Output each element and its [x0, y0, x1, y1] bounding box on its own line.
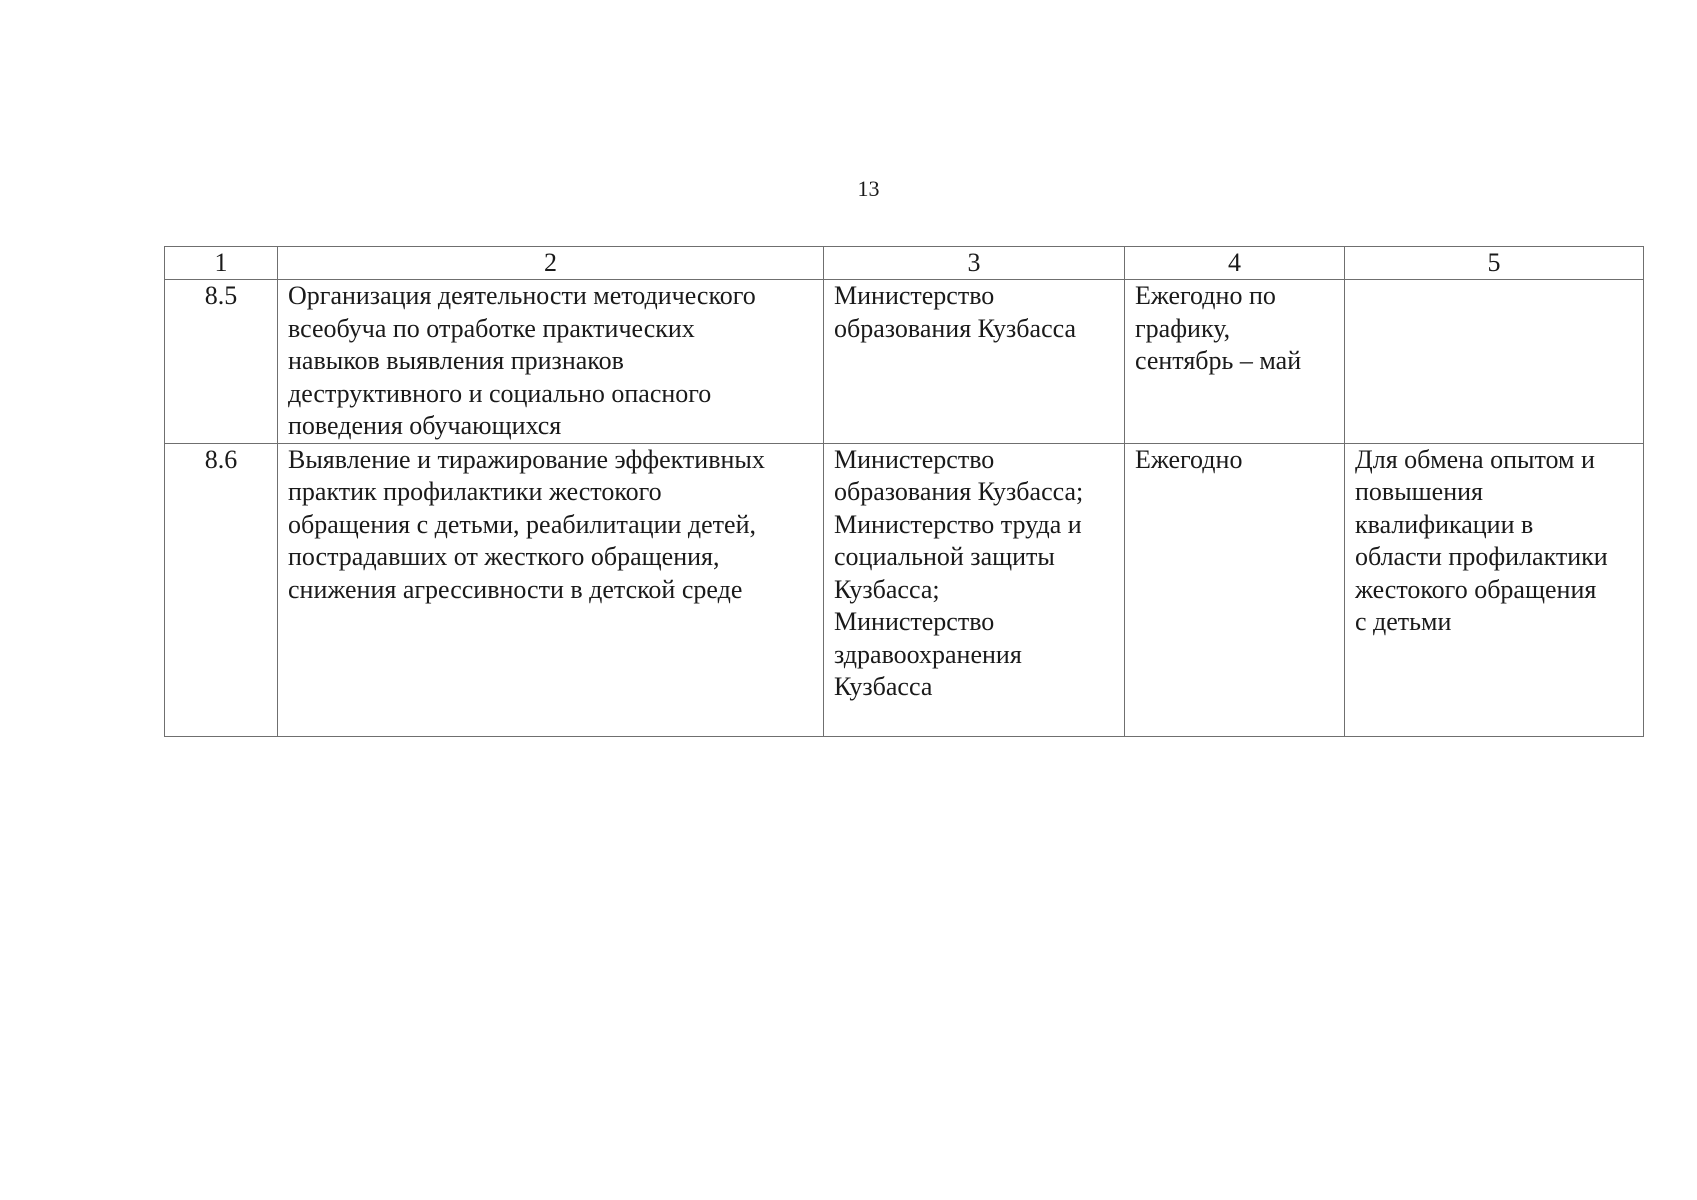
row-number: 8.5 — [165, 280, 278, 444]
deadline-cell — [1125, 443, 1345, 736]
responsible-cell — [824, 443, 1125, 736]
table-header-row — [165, 247, 1644, 280]
row-number: 8.6 — [165, 443, 278, 736]
deadline-text: Ежегодно по графику, сентябрь – май — [1135, 281, 1302, 375]
responsible-text: Министерство образования Кузбасса; Министерство труда и социальной защиты Кузбасса; Министерство здравоохранения Кузбасса — [834, 444, 1084, 701]
column-header-3: 3 — [824, 247, 1125, 280]
table-row — [165, 280, 1644, 444]
result-cell — [1345, 443, 1644, 736]
activity-text: Выявление и тиражирование эффективных практик профилактики жестокого обращения с детьми, реабилитации детей, пострадавших от жесткого обращения, снижения агрессивности в детской среде — [288, 444, 765, 604]
activity-cell — [278, 443, 824, 736]
result-text: Для обмена опытом и повышения квалификации в области профилактики жестокого обращения с детьми — [1355, 444, 1608, 636]
responsible-cell — [824, 280, 1125, 444]
result-cell — [1345, 280, 1644, 444]
column-header-2: 2 — [278, 247, 824, 280]
plan-table — [164, 246, 1644, 737]
column-header-1: 1 — [165, 247, 278, 280]
activity-cell — [278, 280, 824, 444]
column-header-5: 5 — [1345, 247, 1644, 280]
deadline-cell — [1125, 280, 1345, 444]
activity-text: Организация деятельности методического всеобуча по отработке практических навыков выявления признаков деструктивного и социально опасного поведения обучающихся — [288, 281, 756, 440]
page-number: 13 — [857, 176, 880, 201]
responsible-text: Министерство образования Кузбасса — [834, 281, 1077, 343]
deadline-text: Ежегодно — [1135, 444, 1243, 474]
column-header-4: 4 — [1125, 247, 1345, 280]
table-row — [165, 443, 1644, 736]
